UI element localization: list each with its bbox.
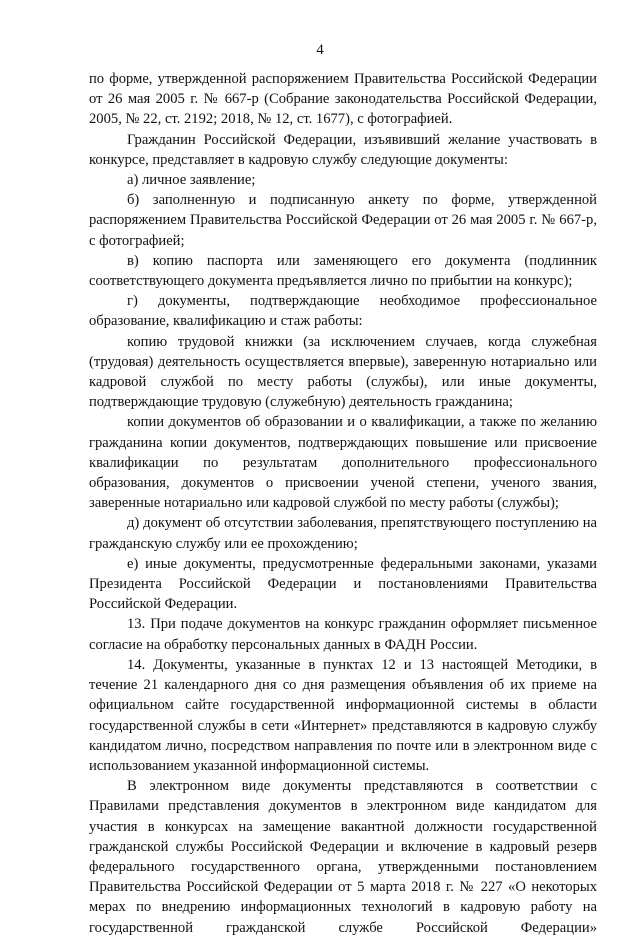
paragraph-work-record: копию трудовой книжки (за исключением случаев, когда служебная (трудовая) деятельность осуществляется впервые), заверенную нотариально или кадровой службой по месту работы (службы), или иные документы, подтверждающие трудовую (служебную) деятельность гражданина; bbox=[89, 333, 597, 411]
paragraph-education-docs: копии документов об образовании и о квалификации, а также по желанию гражданина копии документов, подтверждающих повышение или присвоение квалификации по результатам дополнительного профессионального образования, документов о присвоении ученой степени, ученого звания, заверенные нотариально или кадровой службой по месту работы (службы); bbox=[89, 414, 597, 512]
paragraph-electronic-submission: В электронном виде документы представляются в соответствии с Правилами представления документов в электронном виде кандидатом для участия в конкурсах на замещение вакантной должности государственной гражданской службы Российской Федерации и включение в кадровый резерв федерального государственного органа, утвержденными постановлением Правительства Российской Федерации от 5 марта 2018 г. № 227 «О некоторых мерах по внедрению информационных технологий в кадровую работу на государственной гражданской службе Российской Федерации» bbox=[89, 778, 597, 936]
paragraph-documents-intro: Гражданин Российской Федерации, изъявивший желание участвовать в конкурсе, представляет в кадровую службу следующие документы: bbox=[89, 131, 597, 168]
paragraph-14: 14. Документы, указанные в пунктах 12 и 13 настоящей Методики, в течение 21 календарного дня со дня размещения объявления об их приеме на официальном сайте государственной информационной системы в области государственной службы в сети «Интернет» представляются в кадровую службу кандидатом лично, посредством направления по почте или в электронном виде с использованием указанной информационной системы. bbox=[89, 656, 597, 774]
paragraph-item-b: б) заполненную и подписанную анкету по форме, утвержденной распоряжением Правительства Российской Федерации от 26 мая 2005 г. № 667-р, с фотографией; bbox=[89, 192, 597, 249]
paragraph-item-d: д) документ об отсутствии заболевания, препятствующего поступлению на гражданскую службу или ее прохождению; bbox=[89, 515, 597, 552]
paragraph-form-reference: по форме, утвержденной распоряжением Правительства Российской Федерации от 26 мая 2005 г. № 667-р (Собрание законодательства Российской Федерации, 2005, № 22, ст. 2192; 2018, № 12, ст. 1677), с фотографией. bbox=[89, 71, 597, 128]
document-body bbox=[89, 69, 597, 938]
paragraph-item-a: а) личное заявление; bbox=[127, 172, 256, 189]
page-number: 4 bbox=[316, 42, 324, 58]
paragraph-item-g: г) документы, подтверждающие необходимое профессиональное образование, квалификацию и стаж работы: bbox=[89, 293, 597, 330]
paragraph-13: 13. При подаче документов на конкурс гражданин оформляет письменное согласие на обработку персональных данных в ФАДН России. bbox=[89, 616, 597, 653]
paragraph-item-v: в) копию паспорта или заменяющего его документа (подлинник соответствующего документа предъявляется лично по прибытии на конкурс); bbox=[89, 252, 597, 290]
paragraph-item-e: е) иные документы, предусмотренные федеральными законами, указами Президента Российской Федерации и постановлениями Правительства Российской Федерации. bbox=[89, 555, 597, 613]
